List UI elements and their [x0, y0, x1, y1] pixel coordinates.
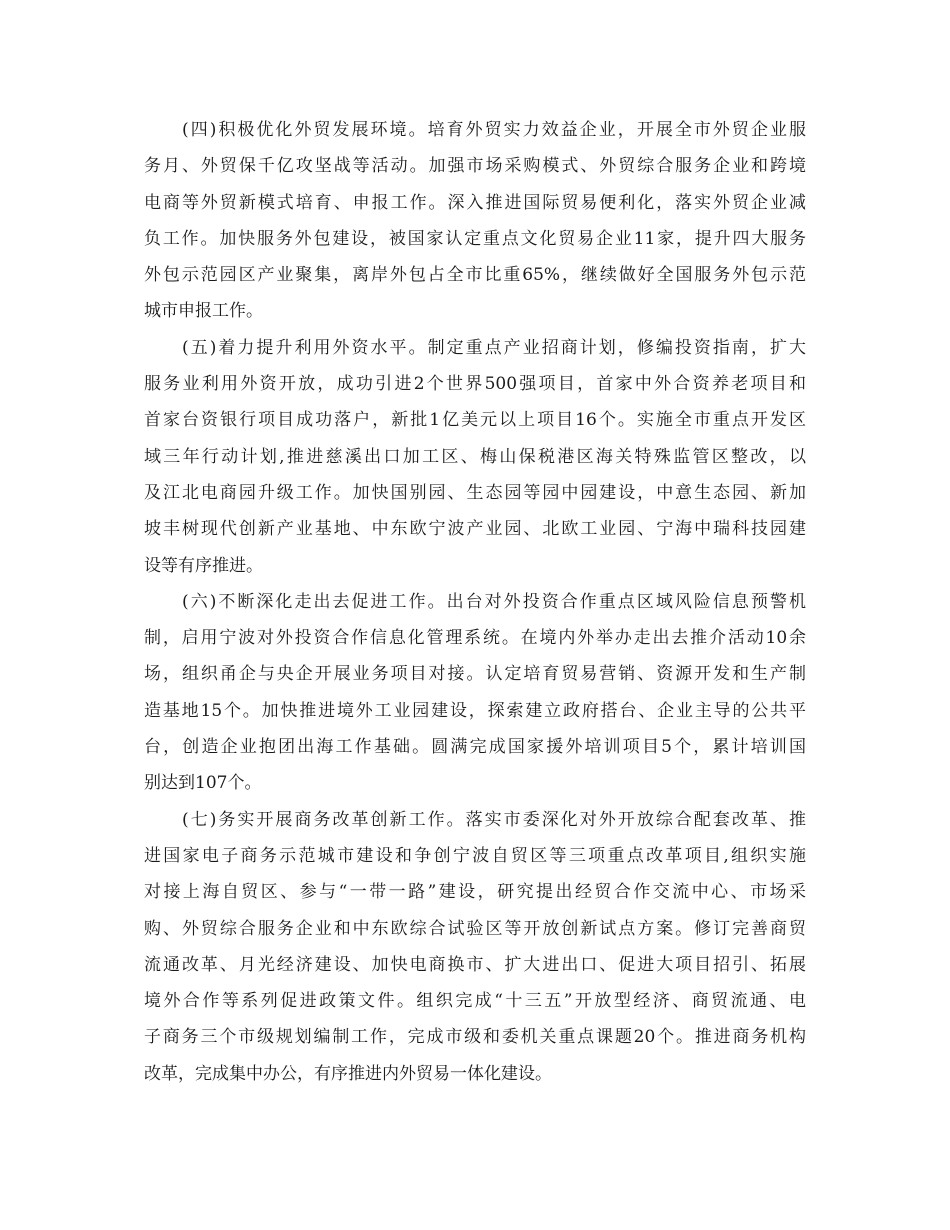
text-line: 境外合作等系列促进政策文件。组织完成“十三五”开放型经济、商贸流通、电 [144, 991, 806, 1012]
text-line: (四)积极优化外贸发展环境。培育外贸实力效益企业，开展全市外贸企业服 [144, 120, 806, 140]
text-line: (六)不断深化走出去促进工作。出台对外投资合作重点区域风险信息预警机 [144, 591, 806, 612]
text-line: 务月、外贸保千亿攻坚战等活动。加强市场采购模式、外贸综合服务企业和跨境 [144, 156, 806, 177]
text-line: 购、外贸综合服务企业和中东欧综合试验区等开放创新试点方案。修订完善商贸 [144, 918, 806, 939]
text-line: 制，启用宁波对外投资合作信息化管理系统。在境内外举办走出去推介活动10余 [144, 628, 806, 649]
text-line: 及江北电商园升级工作。加快国别园、生态园等园中园建设，中意生态园、新加 [144, 482, 806, 503]
text-line: 负工作。加快服务外包建设，被国家认定重点文化贸易企业11家，提升四大服务 [144, 228, 806, 249]
text-line: 外包示范园区产业聚集，离岸外包占全市比重65%，继续做好全国服务外包示范 [144, 265, 806, 286]
paragraph-foreign-investment [144, 330, 806, 584]
text-line: (五)着力提升利用外资水平。制定重点产业招商计划，修编投资指南，扩大 [144, 337, 806, 358]
text-line: 别达到107个。 [144, 773, 262, 794]
text-line: 进国家电子商务示范城市建设和争创宁波自贸区等三项重点改革项目,组织实施 [144, 845, 806, 866]
text-line: 首家台资银行项目成功落户，新批1亿美元以上项目16个。实施全市重点开发区 [144, 410, 806, 431]
document-body [144, 112, 806, 1092]
paragraph-reform-innovation [144, 802, 806, 1092]
text-line: 子商务三个市级规划编制工作，完成市级和委机关重点课题20个。推进商务机构 [144, 1027, 806, 1048]
text-line: (七)务实开展商务改革创新工作。落实市委深化对外开放综合配套改革、推 [144, 809, 806, 830]
text-line: 改革，完成集中办公，有序推进内外贸易一体化建设。 [144, 1063, 552, 1084]
text-line: 域三年行动计划,推进慈溪出口加工区、梅山保税港区海关特殊监管区整改，以 [144, 446, 806, 467]
paragraph-going-global [144, 584, 806, 802]
paragraph-foreign-trade-environment [144, 112, 806, 330]
text-line: 场，组织甬企与央企开展业务项目对接。认定培育贸易营销、资源开发和生产制 [144, 664, 806, 685]
text-line: 流通改革、月光经济建设、加快电商换市、扩大进出口、促进大项目招引、拓展 [144, 954, 806, 975]
text-line: 设等有序推进。 [144, 555, 263, 576]
text-line: 台，创造企业抱团出海工作基础。圆满完成国家援外培训项目5个，累计培训国 [144, 737, 806, 758]
text-line: 城市申报工作。 [144, 301, 263, 322]
text-line: 电商等外贸新模式培育、申报工作。深入推进国际贸易便利化，落实外贸企业减 [144, 192, 806, 213]
text-line: 对接上海自贸区、参与“一带一路”建设，研究提出经贸合作交流中心、市场采 [144, 882, 806, 903]
text-line: 服务业利用外资开放，成功引进2个世界500强项目，首家中外合资养老项目和 [144, 374, 806, 395]
text-line: 造基地15个。加快推进境外工业园建设，探索建立政府搭台、企业主导的公共平 [144, 700, 806, 721]
text-line: 坡丰树现代创新产业基地、中东欧宁波产业园、北欧工业园、宁海中瑞科技园建 [144, 519, 806, 540]
